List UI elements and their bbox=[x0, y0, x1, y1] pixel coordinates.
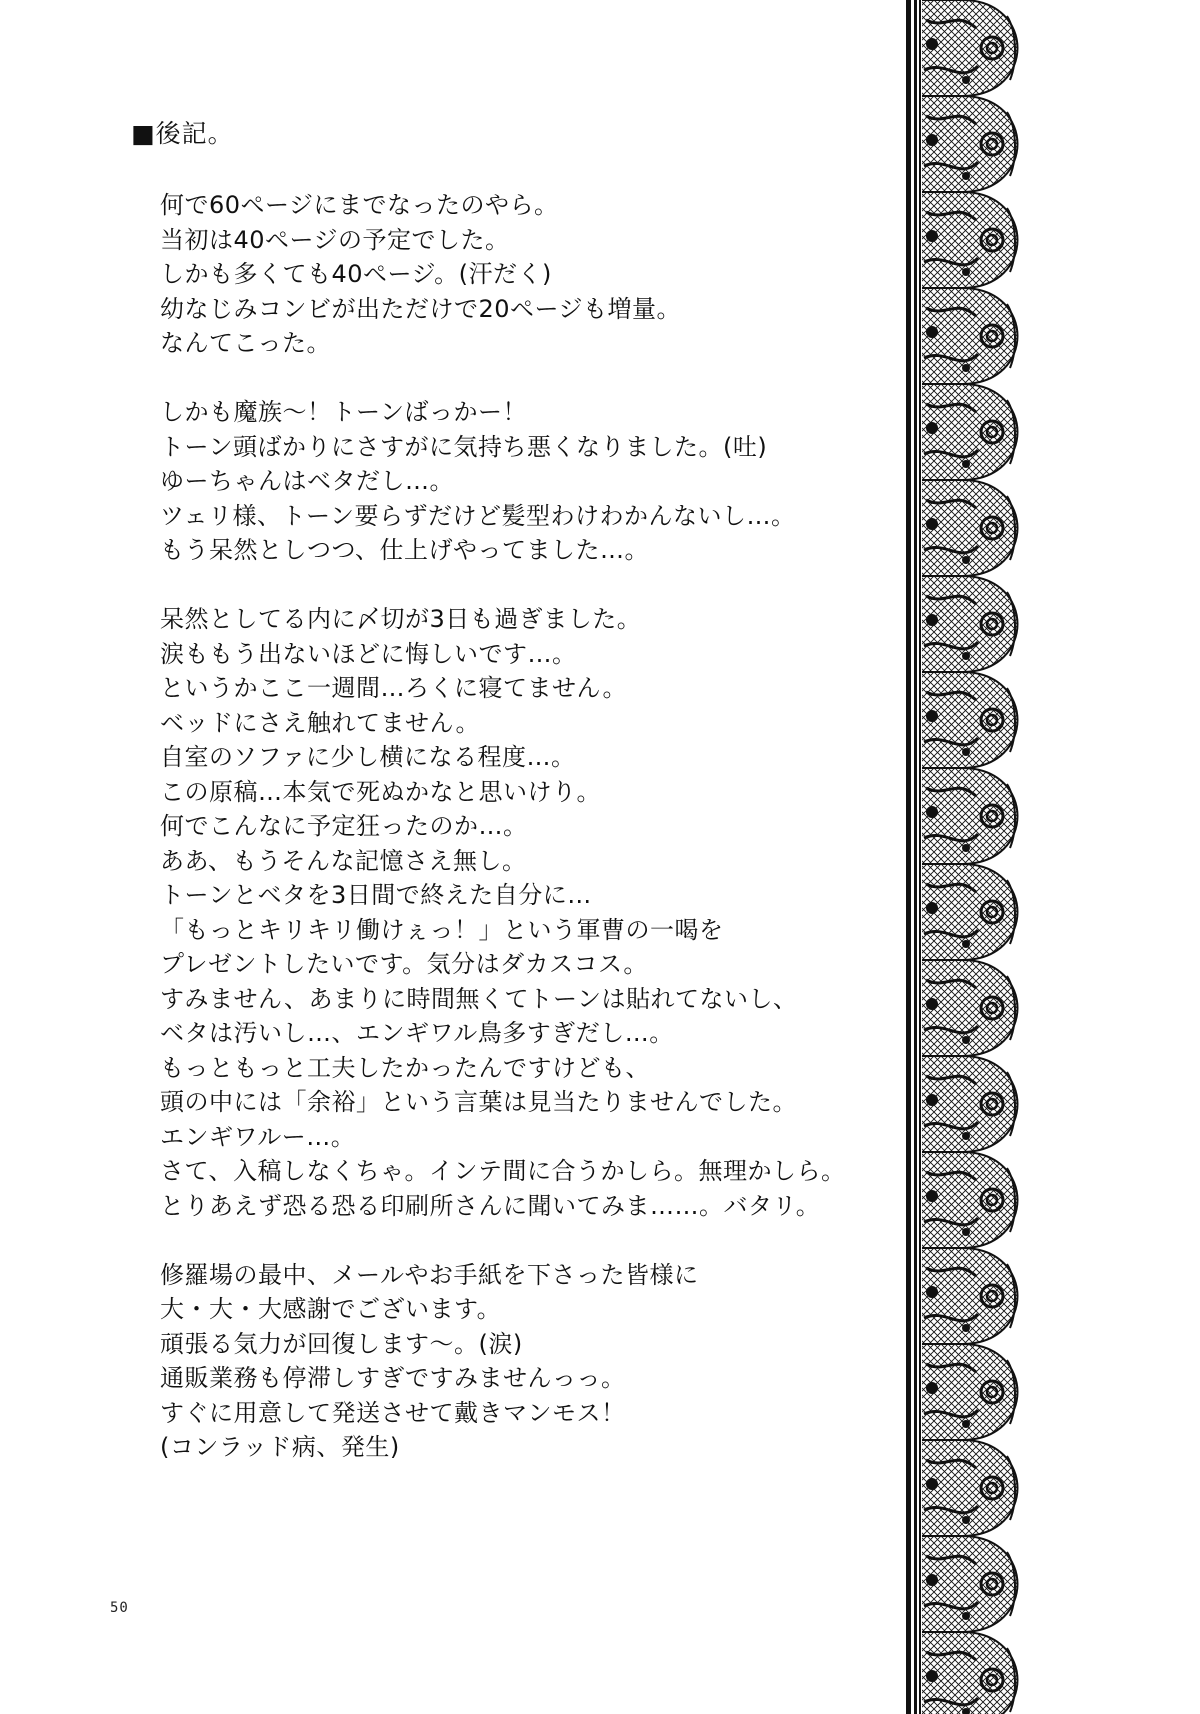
text-line: すみません、あまりに時間無くてトーンは貼れてないし、 bbox=[160, 984, 798, 1013]
paragraph-1 bbox=[160, 188, 880, 361]
text-line: とりあえず恐る恐る印刷所さんに聞いてみま……。バタリ。 bbox=[160, 1191, 821, 1220]
text-line: 当初は40ページの予定でした。 bbox=[160, 225, 510, 254]
text-line: トーンとベタを3日間で終えた自分に… bbox=[160, 881, 592, 909]
text-line: というかここ一週間…ろくに寝てません。 bbox=[160, 674, 627, 702]
afterword-body bbox=[160, 188, 880, 1499]
lace-rose-border-icon bbox=[906, 0, 1036, 1714]
text-line: もう呆然としつつ、仕上げやってました…。 bbox=[160, 536, 650, 564]
text-line: ゆーちゃんはベタだし…。 bbox=[160, 467, 454, 495]
text-line: 何で60ページにまでなったのやら。 bbox=[160, 191, 559, 219]
text-line: 「もっとキリキリ働けぇっ！」という軍曹の一喝を bbox=[160, 915, 724, 944]
text-line: エンギワルー…。 bbox=[160, 1122, 356, 1151]
text-line: 呆然としてる内に〆切が3日も過ぎました。 bbox=[160, 605, 642, 633]
text-line: 頑張る気力が回復します～。(涙) bbox=[160, 1329, 523, 1358]
text-line: プレゼントしたいです。気分はダカスコス。 bbox=[160, 950, 648, 978]
afterword-heading: ■後記。 bbox=[131, 119, 234, 148]
text-line: 通販業務も停滞しすぎですみませんっっ。 bbox=[160, 1364, 626, 1392]
text-line: 幼なじみコンビが出ただけで20ページも増量。 bbox=[160, 294, 682, 323]
text-line: ツェリ様、トーン要らずだけど髪型わけわかんないし…。 bbox=[160, 501, 796, 530]
text-line: ベタは汚いし…、エンギワル鳥多すぎだし…。 bbox=[160, 1019, 674, 1047]
text-line: ベッドにさえ触れてません。 bbox=[160, 708, 480, 737]
text-line: 涙ももう出ないほどに悔しいです…。 bbox=[160, 639, 577, 668]
text-line: ああ、もうそんな記憶さえ無し。 bbox=[160, 846, 527, 875]
text-line: すぐに用意して発送させて戴きマンモス！ bbox=[160, 1398, 626, 1427]
text-line: もっともっと工夫したかったんですけども、 bbox=[160, 1053, 650, 1082]
paragraph-3 bbox=[160, 602, 880, 1223]
text-line: (コンラッド病、発生) bbox=[160, 1433, 400, 1461]
text-line: しかも魔族～！トーンばっかー！ bbox=[160, 398, 528, 426]
text-line: さて、入稿しなくちゃ。インテ間に合うかしら。無理かしら。 bbox=[160, 1157, 846, 1185]
text-line: 自室のソファに少し横になる程度…。 bbox=[160, 743, 576, 771]
page-number: 50 bbox=[110, 1600, 129, 1616]
text-line: 修羅場の最中、メールやお手紙を下さった皆様に bbox=[160, 1260, 699, 1289]
text-line: しかも多くても40ページ。(汗だく) bbox=[160, 260, 552, 288]
text-line: 大・大・大感謝でございます。 bbox=[160, 1295, 502, 1323]
text-line: 何でこんなに予定狂ったのか…。 bbox=[160, 812, 528, 840]
paragraph-4 bbox=[160, 1258, 880, 1465]
text-line: トーン頭ばかりにさすがに気持ち悪くなりました。(吐) bbox=[160, 432, 768, 461]
paragraph-2 bbox=[160, 395, 880, 568]
text-line: この原稿…本気で死ぬかなと思いけり。 bbox=[160, 777, 601, 806]
text-line: なんてこった。 bbox=[160, 329, 332, 357]
text-line: 頭の中には「余裕」という言葉は見当たりませんでした。 bbox=[160, 1088, 797, 1116]
